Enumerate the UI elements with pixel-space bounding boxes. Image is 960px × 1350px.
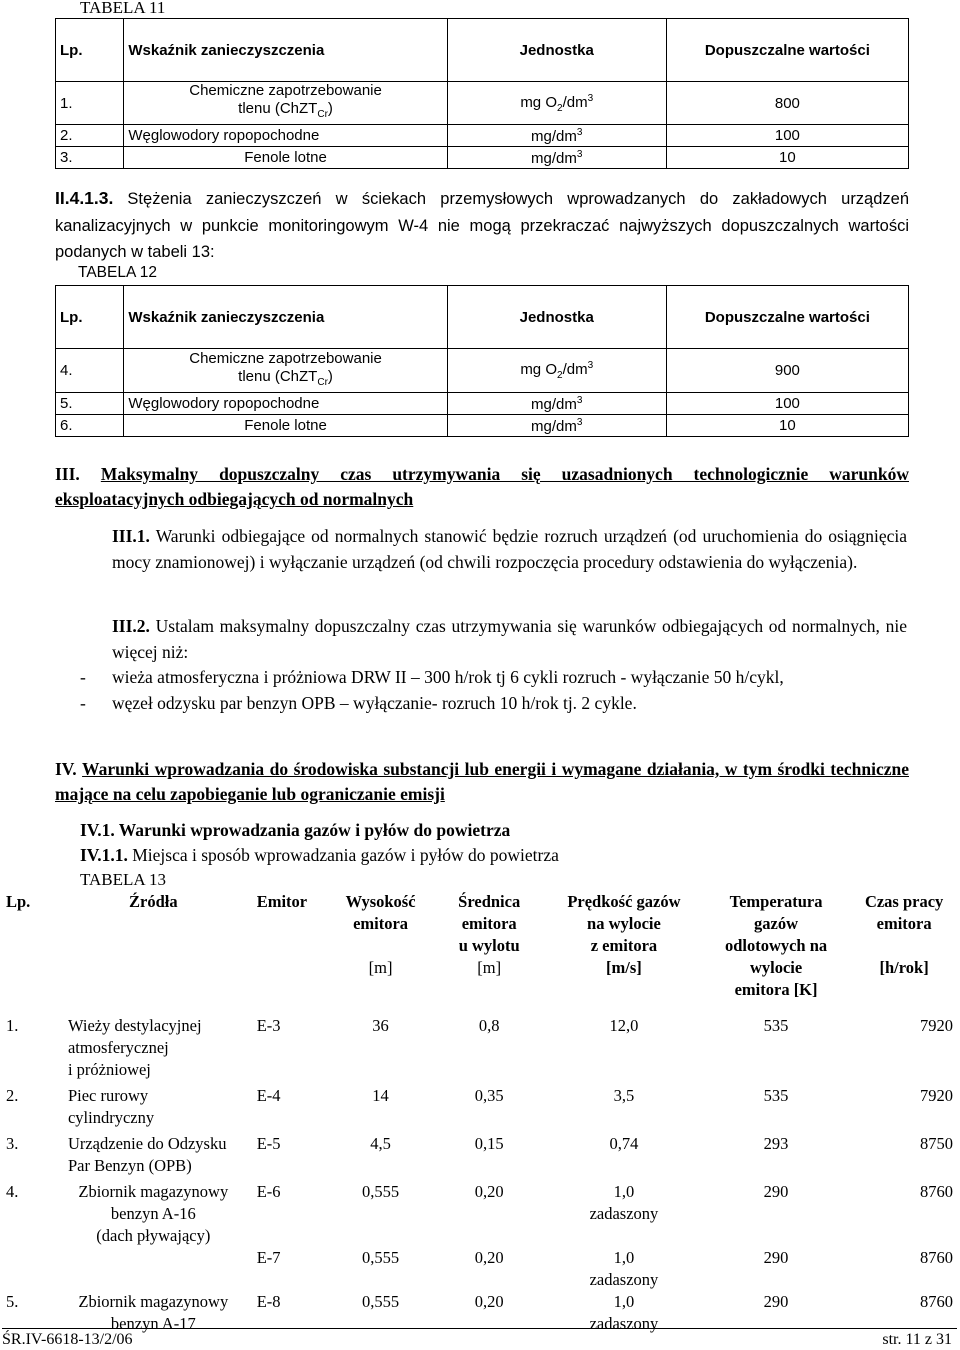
row-unit: $mg/dm^3$ [447, 393, 666, 415]
row-speed: 1,0 zadaszony [589, 1182, 659, 1223]
row-value: 900 [666, 349, 908, 393]
row-value: 100 [666, 125, 908, 147]
header-height: Wysokość emitora [m] [345, 892, 416, 977]
row-value: 100 [666, 393, 908, 415]
header-temp: Temperatura gazów odlotowych na wylocie emitora [K] [724, 892, 828, 999]
header-allowed: Dopuszczalne wartości [666, 286, 908, 349]
row-value: 10 [666, 147, 908, 169]
header-unit: Jednostka [447, 19, 666, 82]
row-emitor: E-3 [256, 1016, 281, 1035]
table13-body [2, 1001, 957, 1335]
section-text: Stężenia zanieczyszczeń w ściekach przemysłowych wprowadzanych do zakładowych urządzeń kanalizacyjnych w punkcie monitoringowym W-4 nie mogą przekraczać najwyższych dopuszczalnych wartości podanych w tabeli 13: [55, 190, 910, 261]
row-diameter: 0,15 [474, 1134, 504, 1153]
row-speed: 1,0 zadaszony [589, 1292, 659, 1333]
section-II413 [55, 186, 909, 266]
row-lp: 3. [6, 1134, 19, 1153]
row-unit: mg $O_2/dm^3$ [447, 82, 666, 125]
row-time: 8750 [920, 1134, 953, 1153]
row-indicator: Węglowodory ropopochodne [124, 393, 447, 415]
row-indicator: Fenole lotne [124, 415, 447, 437]
row-height: 4,5 [370, 1134, 391, 1153]
header-speed: Prędkość gazów na wylocie z emitora [m/s] [567, 892, 681, 977]
row-indicator: Chemiczne zapotrzebowanie tlenu (ChZT$_{Cr}$) [124, 82, 447, 125]
footer-reference: ŚR.IV-6618-13/2/06 [2, 1331, 133, 1348]
header-indicator: Wskaźnik zanieczyszczenia [124, 19, 447, 82]
row-diameter: 0,20 [474, 1292, 504, 1311]
row-indicator: Węglowodory ropopochodne [124, 125, 447, 147]
table12-caption: TABELA 12 [78, 264, 157, 281]
row-temp: 290 [763, 1182, 789, 1201]
table-row [56, 125, 909, 147]
row-height: 0,555 [361, 1248, 400, 1267]
row-emitor: E-4 [256, 1086, 281, 1105]
section-number: IV. [55, 759, 77, 779]
row-time: 7920 [920, 1016, 953, 1035]
row-height: 0,555 [361, 1292, 400, 1311]
table-13 [2, 885, 957, 1335]
table-row [2, 1247, 957, 1291]
row-lp: 1. [6, 1016, 19, 1035]
row-lp: 5. [56, 393, 124, 415]
row-source: Urządzenie do Odzysku Par Benzyn (OPB) [67, 1134, 227, 1175]
table-row [2, 1081, 957, 1129]
section-III2 [112, 614, 907, 665]
row-time: 8760 [920, 1248, 953, 1267]
row-time: 7920 [920, 1086, 953, 1105]
row-temp: 535 [763, 1086, 789, 1105]
row-lp: 2. [56, 125, 124, 147]
table-row [2, 1177, 957, 1247]
row-diameter: 0,35 [474, 1086, 504, 1105]
row-lp: 3. [56, 147, 124, 169]
row-source: Zbiornik magazynowy benzyn A-17 [78, 1292, 229, 1333]
bullet-list [80, 665, 908, 716]
table-row [56, 415, 909, 437]
section-number: IV.1.1. [80, 845, 128, 865]
footer-divider [2, 1328, 957, 1329]
row-lp [2, 1247, 54, 1291]
table-header-row [56, 286, 909, 349]
section-IV [55, 757, 909, 807]
list-item: - węzeł odzysku par benzyn OPB – wyłączanie- rozruch 10 h/rok tj. 2 cykle. [80, 692, 637, 713]
section-title: Warunki wprowadzania do środowiska substancji lub energii i wymagane działania, w tym środki techniczne mające na celu zapobieganie lub ograniczanie emisji [55, 759, 909, 804]
row-lp: 2. [6, 1086, 19, 1105]
table-row [2, 1129, 957, 1177]
header-lp: Lp. [56, 286, 124, 349]
row-lp: 6. [56, 415, 124, 437]
row-lp: 4. [6, 1182, 19, 1201]
table-row [2, 1001, 957, 1081]
row-lp: 5. [6, 1292, 19, 1311]
row-unit: $mg/dm^3$ [447, 415, 666, 437]
row-emitor: E-6 [256, 1182, 281, 1201]
header-lp: Lp. [6, 892, 31, 911]
table11-caption: TABELA 11 [80, 0, 166, 17]
row-diameter: 0,8 [478, 1016, 500, 1035]
header-emitor: Emitor [256, 892, 308, 911]
row-diameter: 0,20 [474, 1248, 504, 1267]
section-III [55, 462, 909, 512]
table-row [56, 82, 909, 125]
row-indicator: Fenole lotne [124, 147, 447, 169]
section-text: Warunki odbiegające od normalnych stanowić będzie rozruch urządzeń (od uruchomienia do osiągnięcia mocy znamionowej) i wyłączanie urządzeń (od chwili rozpoczęcia procedury odstawienia do wyłączenia). [112, 526, 908, 572]
row-speed: 0,74 [609, 1134, 639, 1153]
section-III1 [112, 524, 907, 575]
row-height: 36 [372, 1016, 389, 1035]
row-source: Wieży destylacyjnej atmosferycznej i próżniowej [67, 1016, 202, 1079]
row-unit: $mg/dm^3$ [447, 125, 666, 147]
section-number: III.2. [112, 616, 150, 636]
section-IV1: IV.1. Warunki wprowadzania gazów i pyłów do powietrza [80, 820, 511, 840]
header-source: Źródła [129, 892, 178, 911]
section-number: III.1. [112, 526, 150, 546]
row-emitor: E-8 [256, 1292, 281, 1311]
table13-caption: TABELA 13 [80, 870, 166, 889]
row-speed: 1,0 zadaszony [589, 1248, 659, 1289]
row-indicator: Chemiczne zapotrzebowanie tlenu (ChZT$_{Cr}$) [124, 349, 447, 393]
row-value: 10 [666, 415, 908, 437]
row-source [54, 1247, 253, 1291]
table-row [56, 349, 909, 393]
list-item: - wieża atmosferyczna i próżniowa DRW II – 300 h/rok tj 6 cykli rozruch - wyłączanie 50 h/cykl, [80, 667, 784, 687]
section-text: Ustalam maksymalny dopuszczalny czas utrzymywania się warunków odbiegających od normalnych, nie więcej niż: [112, 616, 908, 662]
section-number: III. [55, 464, 80, 484]
row-unit: $mg/dm^3$ [447, 147, 666, 169]
section-number: II.4.1.3. [55, 188, 114, 208]
table-row [56, 147, 909, 169]
row-height: 0,555 [361, 1182, 400, 1201]
row-temp: 535 [763, 1016, 789, 1035]
row-diameter: 0,20 [474, 1182, 504, 1201]
table-12 [55, 285, 909, 437]
section-IV11 [80, 845, 559, 866]
row-emitor: E-5 [256, 1134, 281, 1153]
header-indicator: Wskaźnik zanieczyszczenia [124, 286, 447, 349]
table-row [56, 393, 909, 415]
header-time: Czas pracy emitora [h/rok] [864, 892, 944, 977]
table-11 [55, 18, 909, 169]
footer-page-number: str. 11 z 31 [882, 1331, 952, 1348]
row-time: 8760 [920, 1182, 953, 1201]
row-height: 14 [372, 1086, 389, 1105]
table-header-row [2, 885, 957, 1001]
row-source: Piec rurowy cylindryczny [67, 1086, 155, 1127]
section-title: Maksymalny dopuszczalny czas utrzymywania się uzasadnionych technologicznie warunków eksploatacyjnych odbiegających od normalnych [55, 464, 910, 509]
row-unit: mg $O_2/dm^3$ [447, 349, 666, 393]
row-time: 8760 [920, 1292, 953, 1311]
row-emitor: E-7 [256, 1248, 281, 1267]
row-lp: 1. [56, 82, 124, 125]
row-value: 800 [666, 82, 908, 125]
header-diameter: Średnica emitora u wylotu [m] [458, 892, 521, 977]
header-unit: Jednostka [447, 286, 666, 349]
header-allowed: Dopuszczalne wartości [666, 19, 908, 82]
row-speed: 3,5 [613, 1086, 635, 1105]
row-temp: 290 [763, 1292, 789, 1311]
row-lp: 4. [56, 349, 124, 393]
row-speed: 12,0 [609, 1016, 639, 1035]
row-source: Zbiornik magazynowy benzyn A-16 (dach pływający) [78, 1182, 229, 1245]
section-text: Miejsca i sposób wprowadzania gazów i pyłów do powietrza [132, 845, 559, 865]
table-header-row [56, 19, 909, 82]
row-temp: 293 [763, 1134, 789, 1153]
header-lp: Lp. [56, 19, 124, 82]
row-temp: 290 [763, 1248, 789, 1267]
